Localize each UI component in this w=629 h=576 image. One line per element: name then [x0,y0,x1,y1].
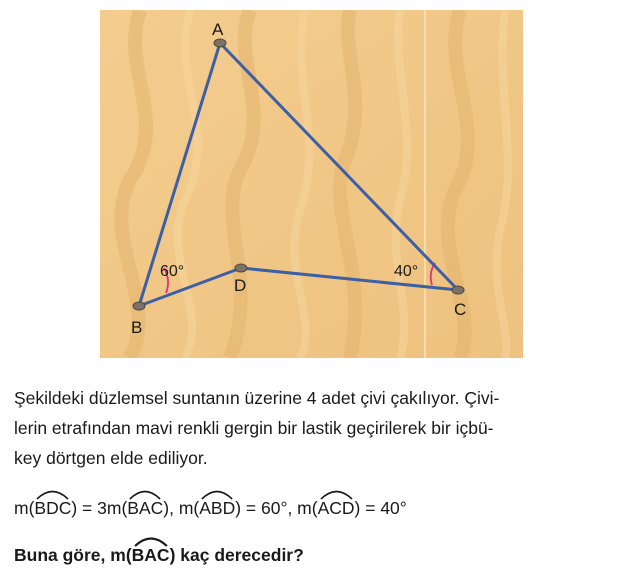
quadrilateral-figure [100,10,523,358]
angle-name: ABD [199,498,236,518]
eq-part: ) = 60°, m( [235,498,318,518]
angle-acd [318,498,355,519]
problem-line-1: Şekildeki düzlemsel suntanın üzerine 4 adet çivi çakılıyor. Çivi- [14,388,500,408]
problem-line-2: lerin etrafından mavi renkli gergin bir lastik geçirilerek bir içbü- [14,418,494,438]
nail-c [452,286,464,294]
eq-part: m( [14,498,35,518]
vertex-label-d: D [234,276,247,295]
angle-name: ACD [317,498,355,518]
eq-part: ), m( [163,498,200,518]
angle-abd [199,498,235,519]
question-part: Buna göre, m( [14,545,132,565]
vertex-label-c: C [454,300,467,319]
question-part: ) kaç derecedir? [169,545,304,565]
angle-bac-question [132,545,170,566]
angle-name: BAC [131,545,170,565]
angle-label-c: 40° [394,263,419,280]
eq-part: ) = 3m( [71,498,128,518]
problem-line-3: key dörtgen elde ediliyor. [14,448,208,468]
question [14,545,614,566]
angle-label-b: 60° [160,263,185,280]
angle-bac [127,498,163,519]
angle-bdc [34,498,71,519]
figure-board [100,10,523,358]
eq-part: ) = 40° [354,498,407,518]
problem-statement [14,383,614,473]
nail-b [133,302,145,310]
vertex-label-b: B [131,318,143,337]
angle-name: BAC [127,498,164,518]
nail-a [214,39,226,47]
angle-name: BDC [34,498,72,518]
given-equation [14,498,614,519]
vertex-label-a: A [212,20,224,39]
nail-d [235,264,247,272]
